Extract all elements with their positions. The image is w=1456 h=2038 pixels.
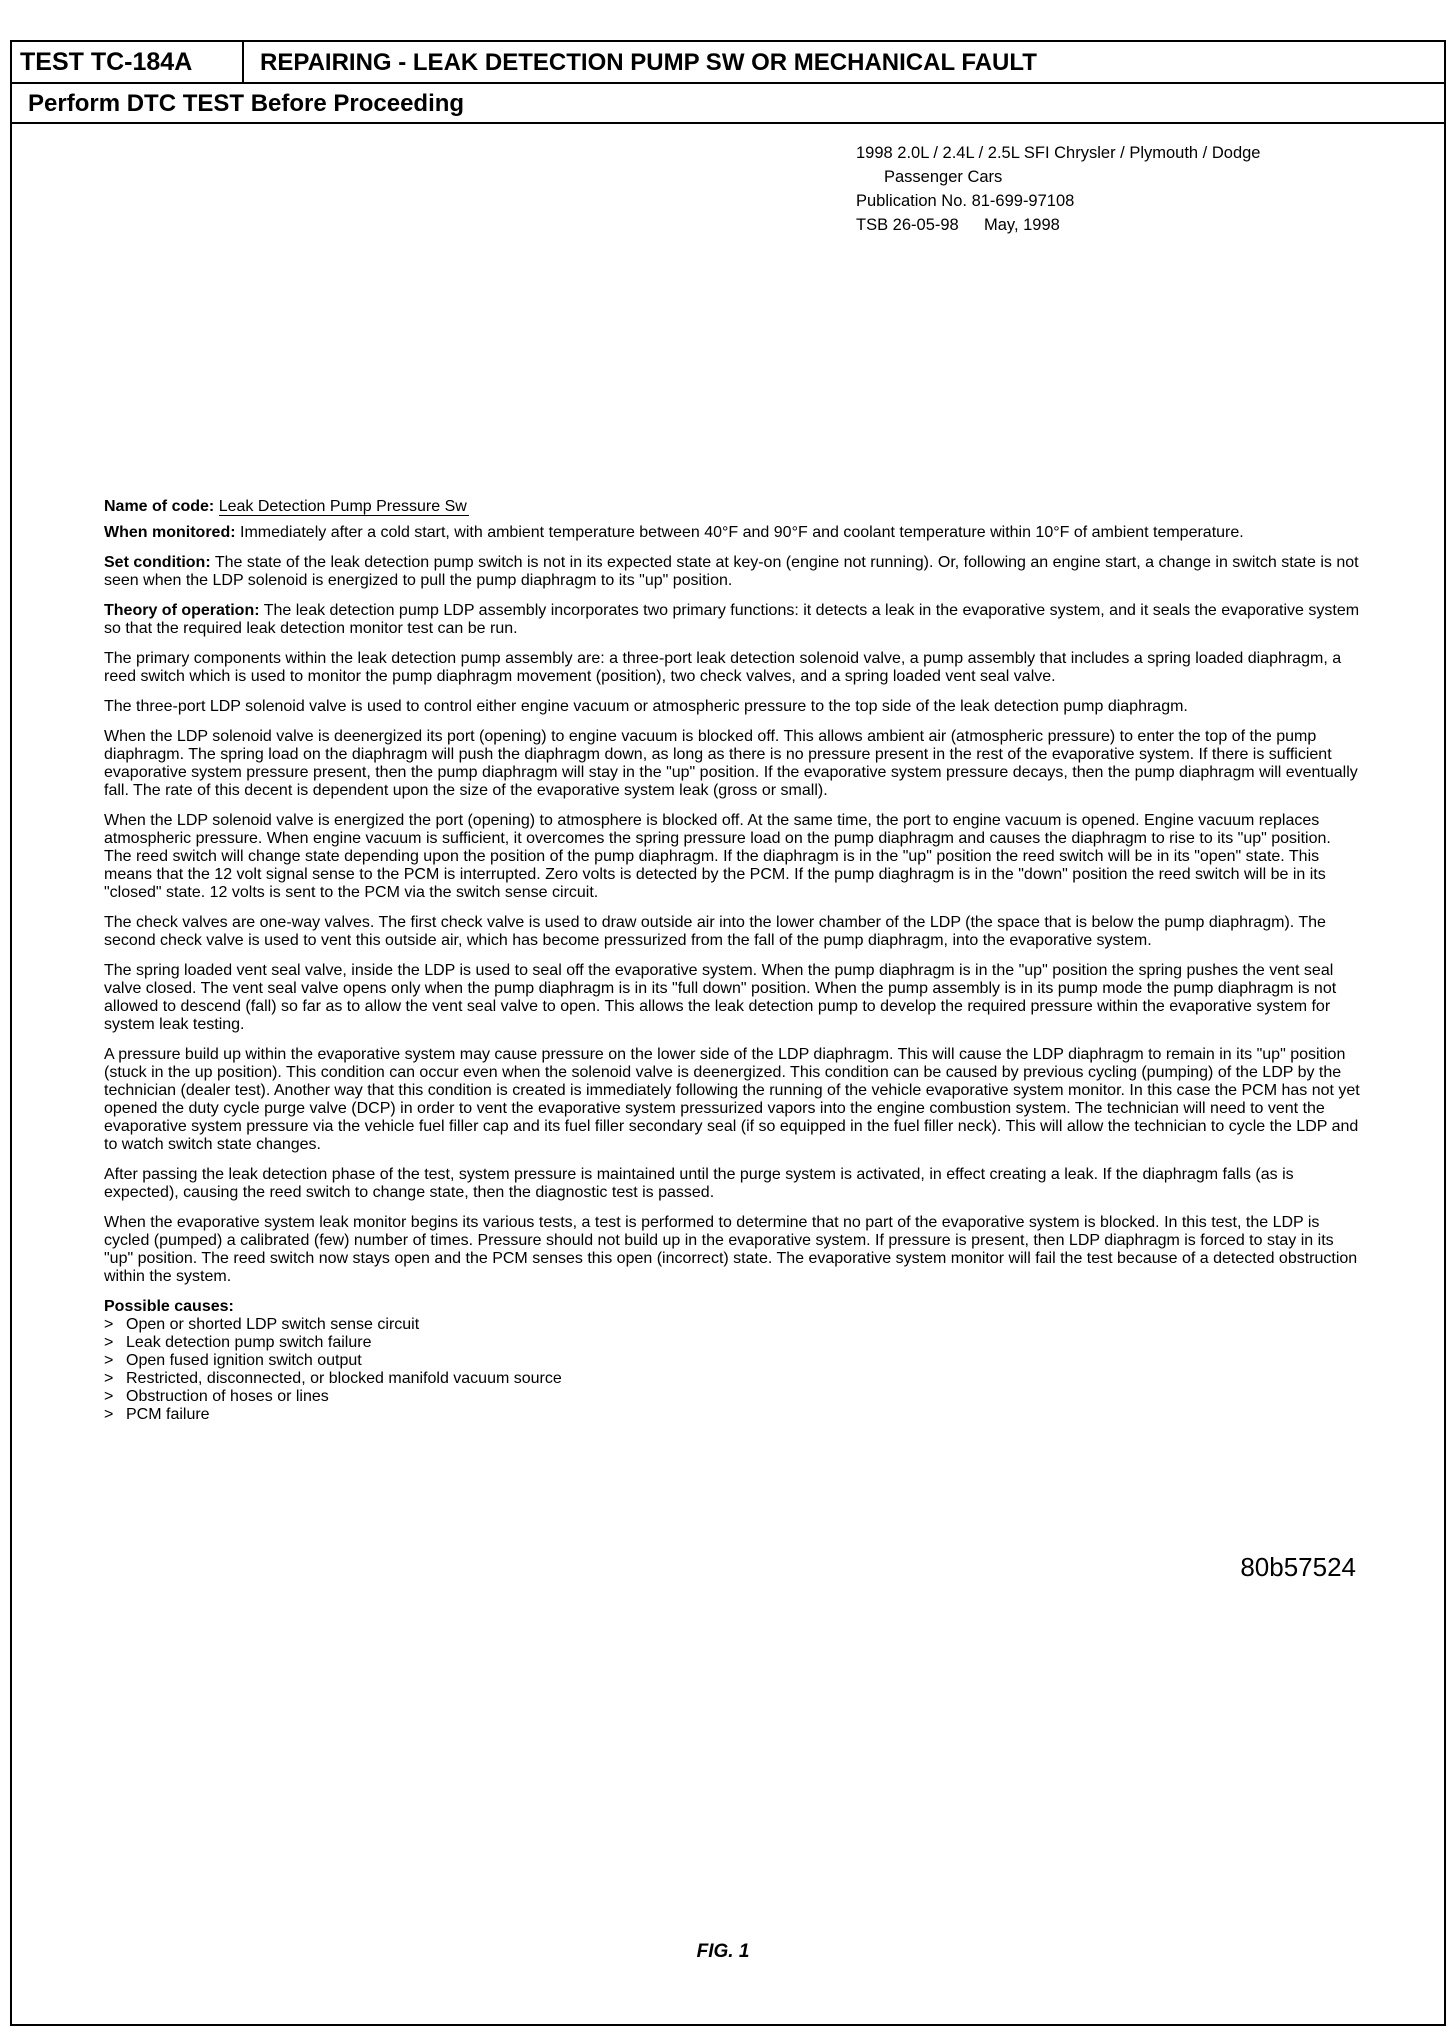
bullet-marker: >: [104, 1388, 114, 1405]
paragraph-three-port-valve: The three-port LDP solenoid valve is used to control either engine vacuum or atmospheric pressure to the top side of the leak detection pump diaphragm.: [104, 698, 1188, 715]
bullet-marker: >: [104, 1334, 114, 1351]
figure-id: 80b57524: [1240, 1552, 1356, 1582]
list-item: [104, 1352, 1360, 1370]
possible-causes: [104, 1298, 1360, 1424]
theory-of-operation-text: The leak detection pump LDP assembly incorporates two primary functions: it detects a leak in the evaporative system, and it seals the evaporative system so that the required leak detection monitor test can be run.: [104, 602, 1360, 637]
theory-of-operation-paragraph: [104, 602, 1360, 638]
header-title-row: [12, 42, 1444, 84]
bullet-marker: >: [104, 1352, 114, 1369]
list-item: [104, 1388, 1360, 1406]
publication-info: [856, 141, 1376, 237]
cause-text: Restricted, disconnected, or blocked manifold vacuum source: [126, 1370, 562, 1387]
paragraph-valve-deenergized: When the LDP solenoid valve is deenergized its port (opening) to engine vacuum is blocked off. This allows ambient air (atmospheric pressure) to enter the top of the pump diaphragm. The spring load on the diaphragm will push the diaphragm down, as long as there is no pressure present in the rest of the evaporative system. If there is sufficient evaporative system pressure present, then the pump diaphragm will stay in the "up" position. If the evaporative system pressure decays, then the pump diaphragm will eventually fall. The rate of this decent is dependent upon the size of the evaporative system leak (gross or small).: [104, 728, 1358, 799]
theory-of-operation-label: Theory of operation:: [104, 602, 260, 619]
paragraph-check-valves: The check valves are one-way valves. The first check valve is used to draw outside air into the lower chamber of the LDP (the space that is below the pump diaphragm). The second check valve is used to vent this outside air, which has become pressurized from the fall of the pump diaphragm, into the evaporative system.: [104, 914, 1326, 949]
set-condition-text: The state of the leak detection pump switch is not in its expected state at key-on (engine not running). Or, following an engine start, a change in switch state is not seen when the LDP solenoid is energized to pull the pump diaphragm to its "up" position.: [104, 554, 1359, 589]
set-condition-label: Set condition:: [104, 554, 211, 571]
test-subtitle: Perform DTC TEST Before Proceeding: [28, 90, 465, 117]
paragraph-valve-energized: When the LDP solenoid valve is energized the port (opening) to atmosphere is blocked off. At the same time, the port to engine vacuum is opened. Engine vacuum replaces atmospheric pressure. When engine vacuum is sufficient, it overcomes the spring pressure load on the pump diaphragm and causes the diaphragm to rise to its "up" position. The reed switch will change state depending upon the position of the pump diaphragm. If the diaphragm is in the "up" position the reed switch will be in its "open" state. This means that the 12 volt signal sense to the PCM is interrupted. Zero volts is detected by the PCM. If the pump diaghragm is in the "down" position the reed switch will be in its "closed" state. 12 volts is sent to the PCM via the switch sense circuit.: [104, 812, 1331, 901]
bullet-marker: >: [104, 1370, 114, 1387]
possible-causes-list: [104, 1316, 1360, 1424]
list-item: [104, 1334, 1360, 1352]
cause-text: PCM failure: [126, 1406, 210, 1423]
cause-text: Open fused ignition switch output: [126, 1352, 362, 1369]
paragraph-primary-components: The primary components within the leak detection pump assembly are: a three-port leak detection solenoid valve, a pump assembly that includes a spring loaded diaphragm, a reed switch which is used to monitor the pump diaphragm movement (position), two check valves, and a spring loaded vent seal valve.: [104, 650, 1342, 685]
publication-vehicle-line: 1998 2.0L / 2.4L / 2.5L SFI Chrysler / Plymouth / Dodge: [856, 144, 1261, 162]
cause-text: Leak detection pump switch failure: [126, 1334, 372, 1351]
name-of-code-value: Leak Detection Pump Pressure Sw: [218, 498, 467, 515]
publication-number: Publication No. 81-699-97108: [856, 192, 1075, 210]
name-of-code: [104, 498, 1360, 516]
paragraph-pressure-build-up: A pressure build up within the evaporative system may cause pressure on the lower side of the LDP diaphragm. This will cause the LDP diaphragm to remain in its "up" position (stuck in the up position). This condition can occur even when the solenoid valve is deenergized. This condition can be caused by previous cycling (pumping) of the LDP by the technician (dealer test). Another way that this condition is created is immediately following the running of the vehicle evaporative system monitor. In this case the PCM has not yet opened the duty cycle purge valve (DCP) in order to vent the evaporative system pressurized vapors into the engine combustion system. The technician will need to vent the evaporative system pressure via the vehicle fuel filler cap and its fuel filler secondary seal (if so equipped in the fuel filler neck). This will allow the technician to cycle the LDP and to watch switch state changes.: [104, 1046, 1360, 1153]
publication-tsb-line: [856, 213, 1376, 237]
list-item: [104, 1316, 1360, 1334]
paragraph-leak-monitor: When the evaporative system leak monitor begins its various tests, a test is performed to determine that no part of the evaporative system is blocked. In this test, the LDP is cycled (pumped) a calibrated (few) number of times. Pressure should not build up in the evaporative system. If pressure is present, then LDP diaphragm is forced to stay in its "up" position. The reed switch now stays open and the PCM senses this open (incorrect) state. The evaporative system monitor will fail the test because of a detected obstruction within the system.: [104, 1214, 1358, 1285]
bullet-marker: >: [104, 1316, 114, 1333]
figure-caption: FIG. 1: [696, 1941, 750, 1962]
set-condition-paragraph: [104, 554, 1360, 590]
list-item: [104, 1406, 1360, 1424]
list-item: [104, 1370, 1360, 1388]
when-monitored-text: Immediately after a cold start, with ambient temperature between 40°F and 90°F and coolant temperature within 10°F of ambient temperature.: [240, 524, 1244, 541]
paragraph-vent-seal-valve: The spring loaded vent seal valve, inside the LDP is used to seal off the evaporative system. When the pump diaphragm is in the "up" position the spring pushes the vent seal valve closed. The vent seal valve opens only when the pump diaphragm is in its "full down" position. When the pump assembly is in its pump mode the pump diaphragm is not allowed to descend (fall) so far as to allow the vent seal valve to open. This allows the leak detection pump to develop the required pressure within the evaporative system for system leak testing.: [104, 962, 1337, 1033]
test-title: REPAIRING - LEAK DETECTION PUMP SW OR MECHANICAL FAULT: [260, 49, 1037, 76]
cause-text: Open or shorted LDP switch sense circuit: [126, 1316, 420, 1333]
header-subtitle-row: [12, 84, 1444, 124]
when-monitored-paragraph: [104, 524, 1360, 542]
cause-text: Obstruction of hoses or lines: [126, 1388, 329, 1405]
publication-date: May, 1998: [984, 216, 1060, 234]
name-of-code-label: Name of code:: [104, 498, 215, 515]
document-body: [104, 498, 1360, 1424]
publication-vehicle-type: Passenger Cars: [884, 168, 1003, 186]
paragraph-after-passing: After passing the leak detection phase of the test, system pressure is maintained until the purge system is activated, in effect creating a leak. If the diaphragm falls (as is expected), causing the reed switch to change state, then the diagnostic test is passed.: [104, 1166, 1294, 1201]
publication-tsb: TSB 26-05-98: [856, 216, 959, 234]
when-monitored-label: When monitored:: [104, 524, 236, 541]
test-id: TEST TC-184A: [12, 42, 244, 82]
possible-causes-label: Possible causes:: [104, 1298, 234, 1315]
bullet-marker: >: [104, 1406, 114, 1423]
